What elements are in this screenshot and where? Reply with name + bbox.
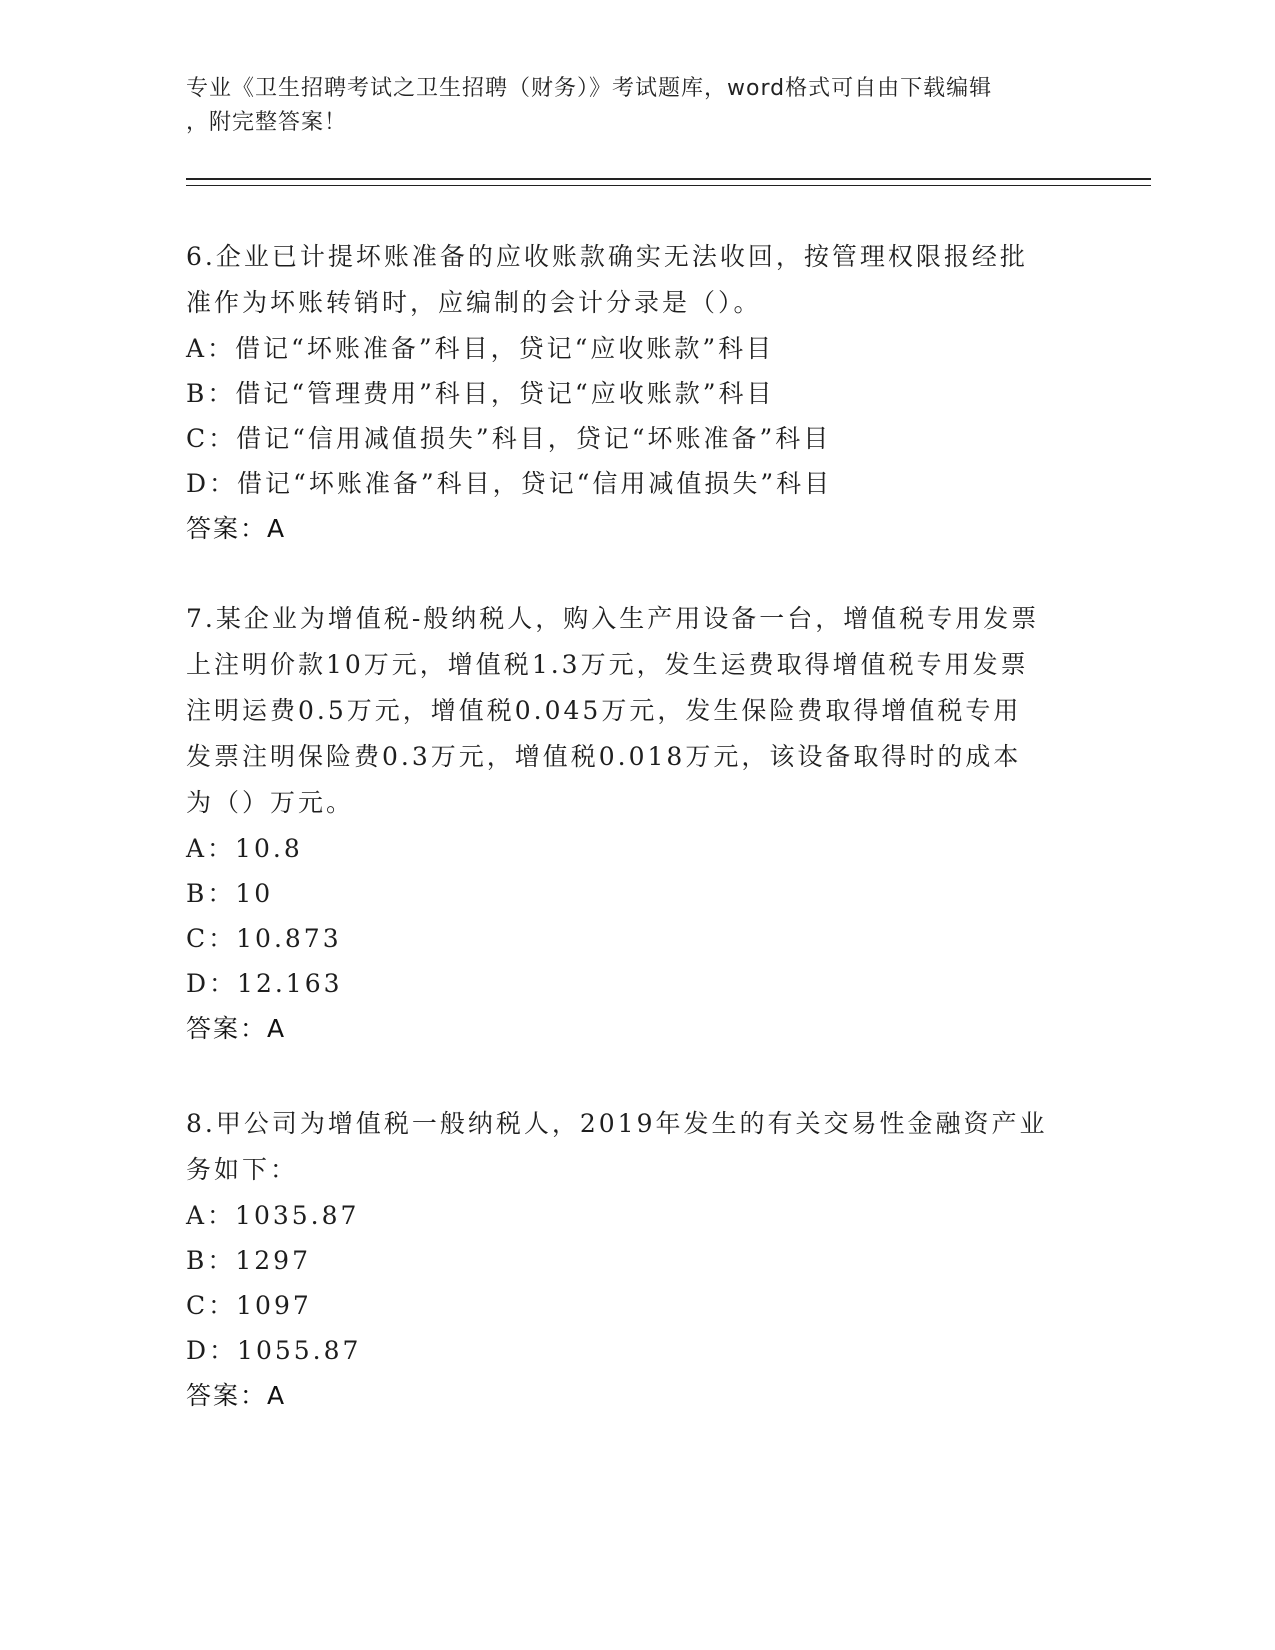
question-stem-line: 准作为坏账转销时，应编制的会计分录是（）。: [186, 288, 762, 317]
question-stem-line: 发票注明保险费0.3万元，增值税0.018万元，该设备取得时的成本: [186, 742, 1022, 771]
option-b: B：借记“管理费用”科目，贷记“应收账款”科目: [186, 379, 775, 408]
question-8: [186, 1101, 1086, 1419]
option-d: D：1055.87: [186, 1336, 362, 1365]
option-b: B：10: [186, 879, 274, 908]
question-stem-line: 为（）万元。: [186, 788, 355, 817]
option-c: C：10.873: [186, 924, 342, 953]
question-stem-line: 上注明价款10万元，增值税1.3万元，发生运费取得增值税专用发票: [186, 650, 1029, 679]
option-b: B：1297: [186, 1246, 311, 1275]
question-stem-line: 7.某企业为增值税-般纳税人，购入生产用设备一台，增值税专用发票: [186, 604, 1040, 633]
question-stem-line: 8.甲公司为增值税一般纳税人，2019年发生的有关交易性金融资产业: [186, 1109, 1048, 1138]
header-line: 专业《卫生招聘考试之卫生招聘（财务）》考试题库，word格式可自由下载编辑: [186, 76, 993, 101]
option-d: D：借记“坏账准备”科目，贷记“信用减值损失”科目: [186, 469, 833, 498]
option-d: D：12.163: [186, 969, 343, 998]
option-a: A：10.8: [186, 834, 303, 863]
option-a: A：1035.87: [186, 1201, 360, 1230]
answer-label: 答案：A: [186, 514, 287, 543]
option-c: C：1097: [186, 1291, 312, 1320]
question-stem-line: 务如下：: [186, 1155, 299, 1184]
option-c: C：借记“信用减值损失”科目，贷记“坏账准备”科目: [186, 424, 832, 453]
answer-label: 答案：A: [186, 1014, 287, 1043]
question-7: [186, 596, 1086, 1052]
question-6: [186, 234, 1086, 552]
question-stem-line: 6.企业已计提坏账准备的应收账款确实无法收回，按管理权限报经批: [186, 242, 1028, 271]
option-a: A：借记“坏账准备”科目，贷记“应收账款”科目: [186, 334, 775, 363]
header-line: ，附完整答案！: [186, 110, 348, 135]
answer-label: 答案：A: [186, 1381, 287, 1410]
document-header: [186, 72, 1066, 140]
question-stem-line: 注明运费0.5万元，增值税0.045万元，发生保险费取得增值税专用: [186, 696, 1022, 725]
header-divider: [186, 178, 1151, 186]
